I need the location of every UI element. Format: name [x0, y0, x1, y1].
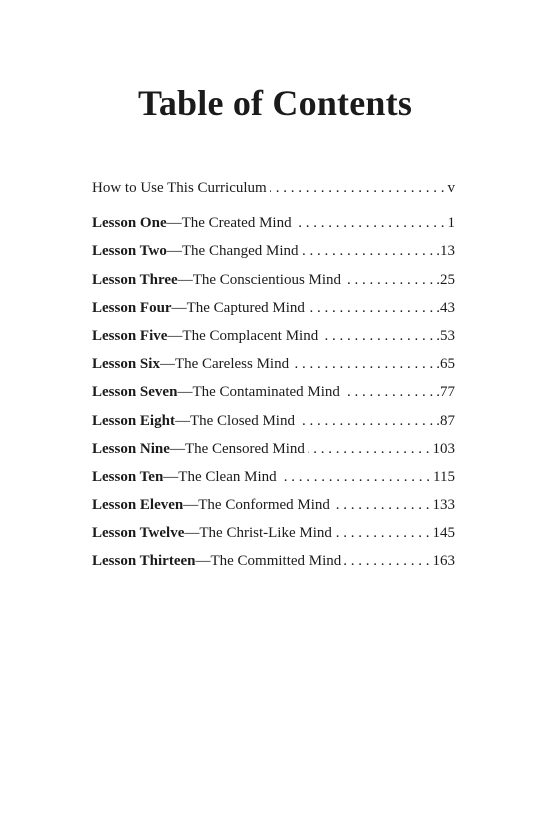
dot-leader [280, 463, 430, 491]
toc-page-number: v [447, 180, 455, 196]
toc-page-number: 145 [432, 525, 455, 542]
lesson-subtitle: —The Christ-Like Mind [184, 525, 332, 542]
lesson-name: Lesson Four [92, 299, 172, 316]
toc-page-number: .87 [436, 412, 455, 429]
toc-page-number: .77 [436, 384, 455, 401]
toc-entry-title [92, 547, 341, 575]
toc-entry-title [92, 519, 332, 547]
toc-entry-lesson-nine[interactable] [92, 435, 455, 463]
toc-entry-title [92, 435, 305, 463]
toc-entry-title [92, 491, 330, 519]
toc-page-number: .13 [436, 243, 455, 260]
toc-entry-lesson-thirteen[interactable] [92, 547, 455, 575]
toc-entry-title [92, 237, 299, 265]
toc-entry-lesson-three[interactable] [92, 266, 455, 294]
dot-leader [333, 491, 430, 519]
dot-leader [308, 294, 433, 322]
dot-leader [344, 266, 433, 294]
dot-leader [292, 350, 433, 378]
dot-leader [335, 519, 430, 547]
dot-leader [302, 237, 434, 265]
toc-page-number: .25 [436, 271, 455, 288]
dot-leader [295, 209, 445, 237]
toc-page-number: 115 [433, 468, 455, 485]
lesson-subtitle: —The Censored Mind [169, 440, 305, 457]
page-title: Table of Contents [137, 83, 413, 123]
toc-entry-lesson-eight[interactable] [92, 407, 455, 435]
toc-page-number: .65 [436, 356, 455, 373]
toc-page-number: 103 [432, 440, 455, 457]
lesson-name: Lesson Seven [92, 384, 178, 401]
toc-entry-title [92, 378, 340, 406]
toc-entry-lesson-six[interactable] [92, 350, 455, 378]
lesson-subtitle: —The Contaminated Mind [177, 384, 340, 401]
dot-leader [343, 378, 433, 406]
lesson-name: Lesson Thirteen [92, 553, 196, 570]
lesson-subtitle: —The Conscientious Mind [177, 271, 342, 288]
lesson-name: Lesson Ten [92, 468, 164, 485]
toc-entry-lesson-five[interactable] [92, 322, 455, 350]
toc-entry-title [92, 266, 341, 294]
lesson-subtitle: —The Clean Mind [163, 468, 277, 485]
toc-page-number: 1 [447, 215, 455, 232]
lesson-subtitle: —The Conformed Mind [183, 497, 330, 514]
table-of-contents [92, 174, 455, 576]
toc-entry-title [92, 350, 289, 378]
lesson-subtitle: —The Complacent Mind [167, 327, 319, 344]
dot-leader [321, 322, 433, 350]
lesson-name: Lesson Eleven [92, 497, 184, 514]
toc-entry-lesson-one[interactable] [92, 209, 455, 237]
dot-leader [298, 407, 433, 435]
lesson-subtitle: —The Committed Mind [195, 553, 342, 570]
lesson-subtitle: —The Created Mind [166, 215, 292, 232]
lesson-name: Lesson Six [92, 356, 160, 373]
toc-page-number: 133 [432, 497, 455, 514]
toc-entry-lesson-seven[interactable] [92, 378, 455, 406]
lesson-name: Lesson Five [92, 327, 168, 344]
lesson-name: Lesson Nine [92, 440, 170, 457]
toc-entry-intro[interactable] [92, 174, 455, 202]
toc-entry-title: How to Use This Curriculum [92, 180, 267, 196]
lesson-subtitle: —The Changed Mind [166, 243, 299, 260]
lesson-subtitle: —The Careless Mind [159, 356, 290, 373]
toc-entry-lesson-four[interactable] [92, 294, 455, 322]
toc-entry-lesson-eleven[interactable] [92, 491, 455, 519]
lesson-name: Lesson Three [92, 271, 178, 288]
lesson-name: Lesson Twelve [92, 525, 185, 542]
dot-leader [308, 435, 430, 463]
lesson-name: Lesson Two [92, 243, 167, 260]
toc-entry-lesson-two[interactable] [92, 237, 455, 265]
toc-page-number: .43 [436, 299, 455, 316]
lesson-subtitle: —The Captured Mind [171, 299, 305, 316]
lesson-subtitle: —The Closed Mind [174, 412, 295, 429]
lesson-name: Lesson Eight [92, 412, 175, 429]
toc-page-number: 163 [432, 553, 455, 570]
toc-entry-lesson-ten[interactable] [92, 463, 455, 491]
dot-leader [270, 174, 445, 202]
dot-leader [344, 547, 429, 575]
lesson-name: Lesson One [92, 215, 167, 232]
toc-entry-title [92, 407, 295, 435]
toc-entry-title [92, 209, 292, 237]
toc-page-number: .53 [436, 327, 455, 344]
toc-entry-title [92, 322, 318, 350]
toc-entry-title [92, 294, 305, 322]
toc-entry-title [92, 463, 277, 491]
toc-entry-lesson-twelve[interactable] [92, 519, 455, 547]
